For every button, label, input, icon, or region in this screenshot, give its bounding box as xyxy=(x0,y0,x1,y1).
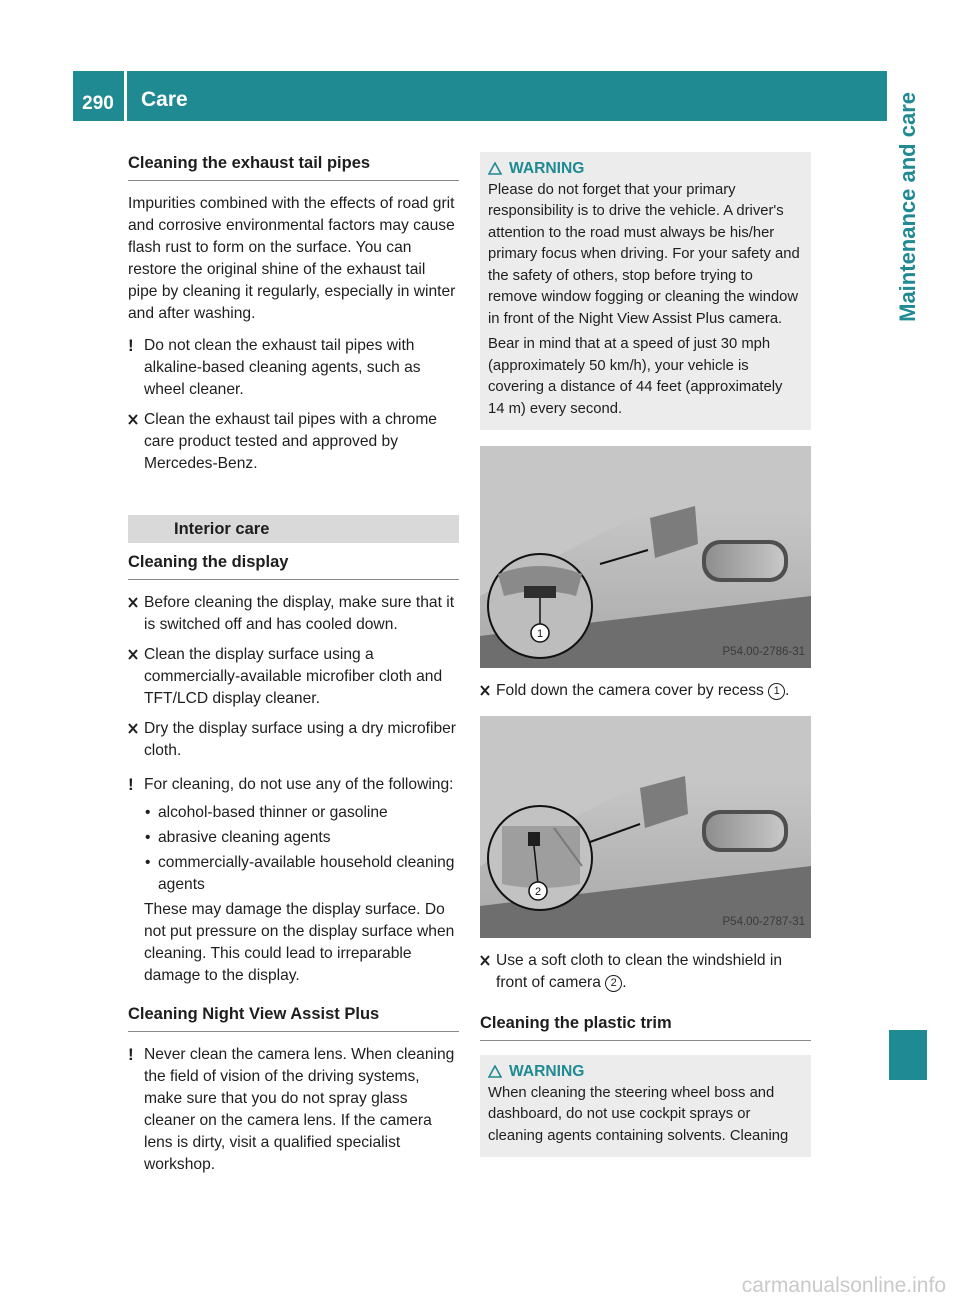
heading-nightview: Cleaning Night View Assist Plus xyxy=(128,1003,459,1032)
display-step-3: Dry the display surface using a dry microfiber cloth. xyxy=(128,718,459,762)
display-step-2: Clean the display surface using a commercially-available microfiber cloth and TFT/LCD display cleaner. xyxy=(128,644,459,710)
image-code: P54.00-2786-31 xyxy=(722,646,805,658)
page-number: 290 xyxy=(82,93,114,114)
warning-box-2 xyxy=(480,1055,811,1157)
exhaust-step: Clean the exhaust tail pipes with a chrome care product tested and approved by Mercedes-Benz. xyxy=(128,409,459,475)
list-item: • alcohol-based thinner or gasoline xyxy=(144,802,459,824)
warning-text-1: Please do not forget that your primary responsibility is to drive the vehicle. A driver's attention to the road must always be his/her primary focus when driving. For your safety and the safety of others, stop before trying to remove window fogging or cleaning the window in front of the Night View Assist Plus camera. xyxy=(488,181,800,327)
step-x-icon xyxy=(128,414,138,425)
watermark: carmanualsonline.info xyxy=(741,1274,946,1297)
windshield-illustration xyxy=(480,716,811,938)
exclamation-icon: ! xyxy=(128,1045,134,1064)
section-bar-interior: Interior care xyxy=(128,515,459,543)
exhaust-note: ! Do not clean the exhaust tail pipes with alkaline-based cleaning agents, such as wheel cleaner. xyxy=(128,336,421,398)
camera-cover-illustration xyxy=(480,446,811,668)
display-note: ! For cleaning, do not use any of the following: • alcohol-based thinner or gasoline • abrasive cleaning agents • commercially-available household cleaning agents These may damage the display surface. Do not put pressure on the display surface when cleaning. This could lead to irreparable damage to the display. xyxy=(128,774,459,987)
photo-windshield xyxy=(480,716,811,938)
side-tab-label: Maintenance and care xyxy=(895,92,920,322)
photo-camera-cover xyxy=(480,446,811,668)
step-x-icon xyxy=(480,685,490,696)
warning-text-3: When cleaning the steering wheel boss and dashboard, do not use cockpit sprays or cleaning agents containing solvents. Cleaning xyxy=(488,1084,789,1144)
exclamation-icon: ! xyxy=(128,336,134,355)
warning-text-2: Bear in mind that at a speed of just 30 mph (approximately 50 km/h), your vehicle is covering a distance of 44 feet (approximately 14 m) every second. xyxy=(488,336,783,417)
right-column xyxy=(480,152,811,1157)
image-code: P54.00-2787-31 xyxy=(722,916,805,928)
header-bar xyxy=(73,71,887,121)
warning-box-1 xyxy=(480,152,811,430)
warning-title: WARNING xyxy=(488,1061,803,1083)
list-item: • commercially-available household cleaning agents xyxy=(144,852,459,896)
exclamation-icon: ! xyxy=(128,775,134,794)
camera-step-2: Use a soft cloth to clean the windshield in front of camera 2 . xyxy=(480,950,811,994)
step-x-icon xyxy=(480,955,490,966)
page-title: Care xyxy=(141,88,188,111)
display-note-outro: These may damage the display surface. Do not put pressure on the display surface when cleaning. This could lead to irreparable damage to the display. xyxy=(144,901,455,984)
heading-plastic: Cleaning the plastic trim xyxy=(480,1012,811,1041)
warning-triangle-icon xyxy=(488,162,502,175)
callout-2: 2 xyxy=(534,886,542,898)
header-separator xyxy=(124,71,127,121)
display-step-1: Before cleaning the display, make sure that it is switched off and has cooled down. xyxy=(128,592,459,636)
callout-1: 1 xyxy=(536,628,544,640)
left-column xyxy=(128,152,459,1176)
heading-display: Cleaning the display xyxy=(128,551,459,580)
side-tab-block xyxy=(889,1030,927,1080)
step-x-icon xyxy=(128,649,138,660)
nightview-note: ! Never clean the camera lens. When cleaning the field of vision of the driving systems, make sure that you do not spray glass cleaner on the camera lens. If the camera lens is dirty, visit a qualified specialist workshop. xyxy=(128,1045,455,1173)
list-item: • abrasive cleaning agents xyxy=(144,827,459,849)
ref-circle-1: 1 xyxy=(768,683,785,700)
warning-triangle-icon xyxy=(488,1065,502,1078)
warning-title: WARNING xyxy=(488,158,803,180)
camera-step-1: Fold down the camera cover by recess 1 . xyxy=(480,680,811,702)
ref-circle-2: 2 xyxy=(605,975,622,992)
step-x-icon xyxy=(128,597,138,608)
heading-exhaust: Cleaning the exhaust tail pipes xyxy=(128,152,459,181)
step-x-icon xyxy=(128,723,138,734)
display-bullets xyxy=(144,802,459,896)
exhaust-intro: Impurities combined with the effects of road grit and corrosive environmental factors may cause flash rust to form on the surface. You can restore the original shine of the exhaust tail pipe by cleaning it regularly, especially in winter and after washing. xyxy=(128,195,456,322)
